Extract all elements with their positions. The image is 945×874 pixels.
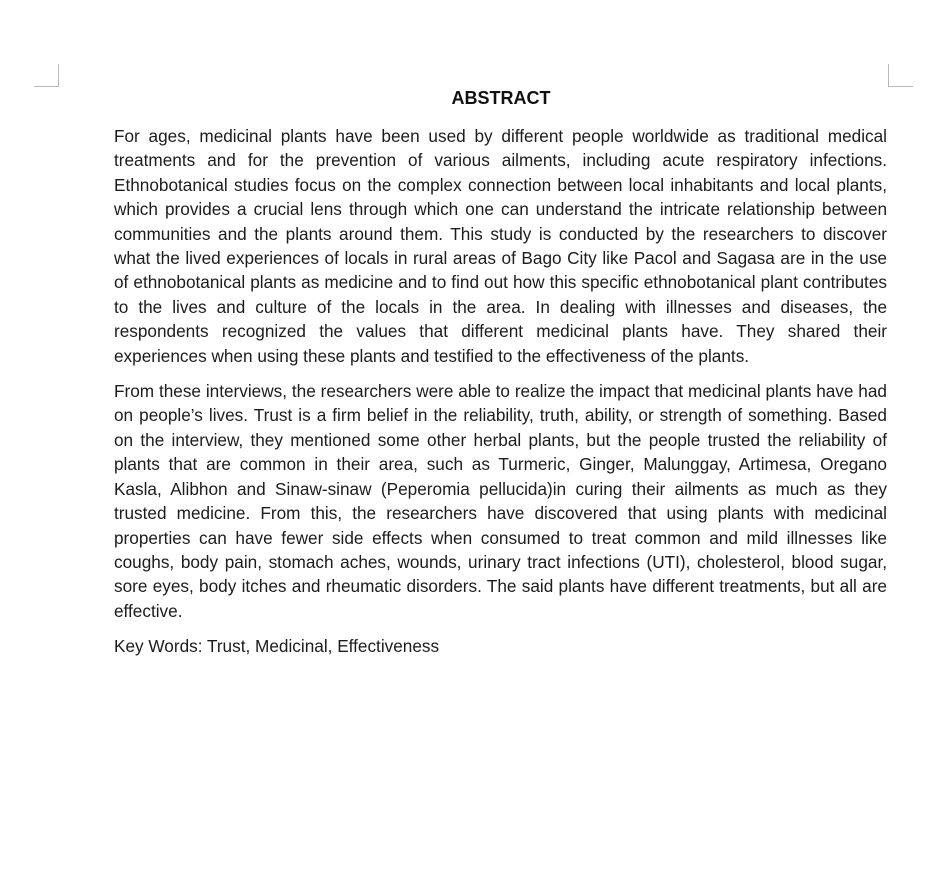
abstract-body bbox=[114, 124, 887, 659]
margin-corner-marker-top-left bbox=[34, 64, 59, 87]
abstract-heading: ABSTRACT bbox=[451, 88, 551, 108]
margin-corner-marker-top-right bbox=[888, 64, 913, 87]
abstract-paragraph-1: For ages, medicinal plants have been used by different people worldwide as traditional medical treatments and for the prevention of various ailments, including acute respiratory infections. Ethnobotanical studies focus on the complex connection between local inhabitants and local plants, which provides a crucial lens through which one can understand the intricate relationship between communities and the plants around them. This study is conducted by the researchers to discover what the lived experiences of locals in rural areas of Bago City like Pacol and Sagasa are in the use of ethnobotanical plants as medicine and to find out how this specific ethnobotanical plant contributes to the lives and culture of the locals in the area. In dealing with illnesses and diseases, the respondents recognized the values that different medicinal plants have. They shared their experiences when using these plants and testified to the effectiveness of the plants. bbox=[114, 126, 887, 366]
keywords-line: Key Words: Trust, Medicinal, Effectiveness bbox=[114, 636, 440, 657]
abstract-paragraph-2: From these interviews, the researchers were able to realize the impact that medicinal plants have had on people’s lives. Trust is a firm belief in the reliability, truth, ability, or strength of something. Based on the interview, they mentioned some other herbal plants, but the people trusted the reliability of plants that are common in their area, such as Turmeric, Ginger, Malunggay, Artimesa, Oregano Kasla, Alibhon and Sinaw-sinaw (Peperomia pellucida)in curing their ailments as much as they trusted medicine. From this, the researchers have discovered that using plants with medicinal properties can have fewer side effects when consumed to treat common and mild illnesses like coughs, body pain, stomach aches, wounds, urinary tract infections (UTI), cholesterol, blood sugar, sore eyes, body itches and rheumatic disorders. The said plants have different treatments, but all are effective. bbox=[114, 381, 887, 621]
